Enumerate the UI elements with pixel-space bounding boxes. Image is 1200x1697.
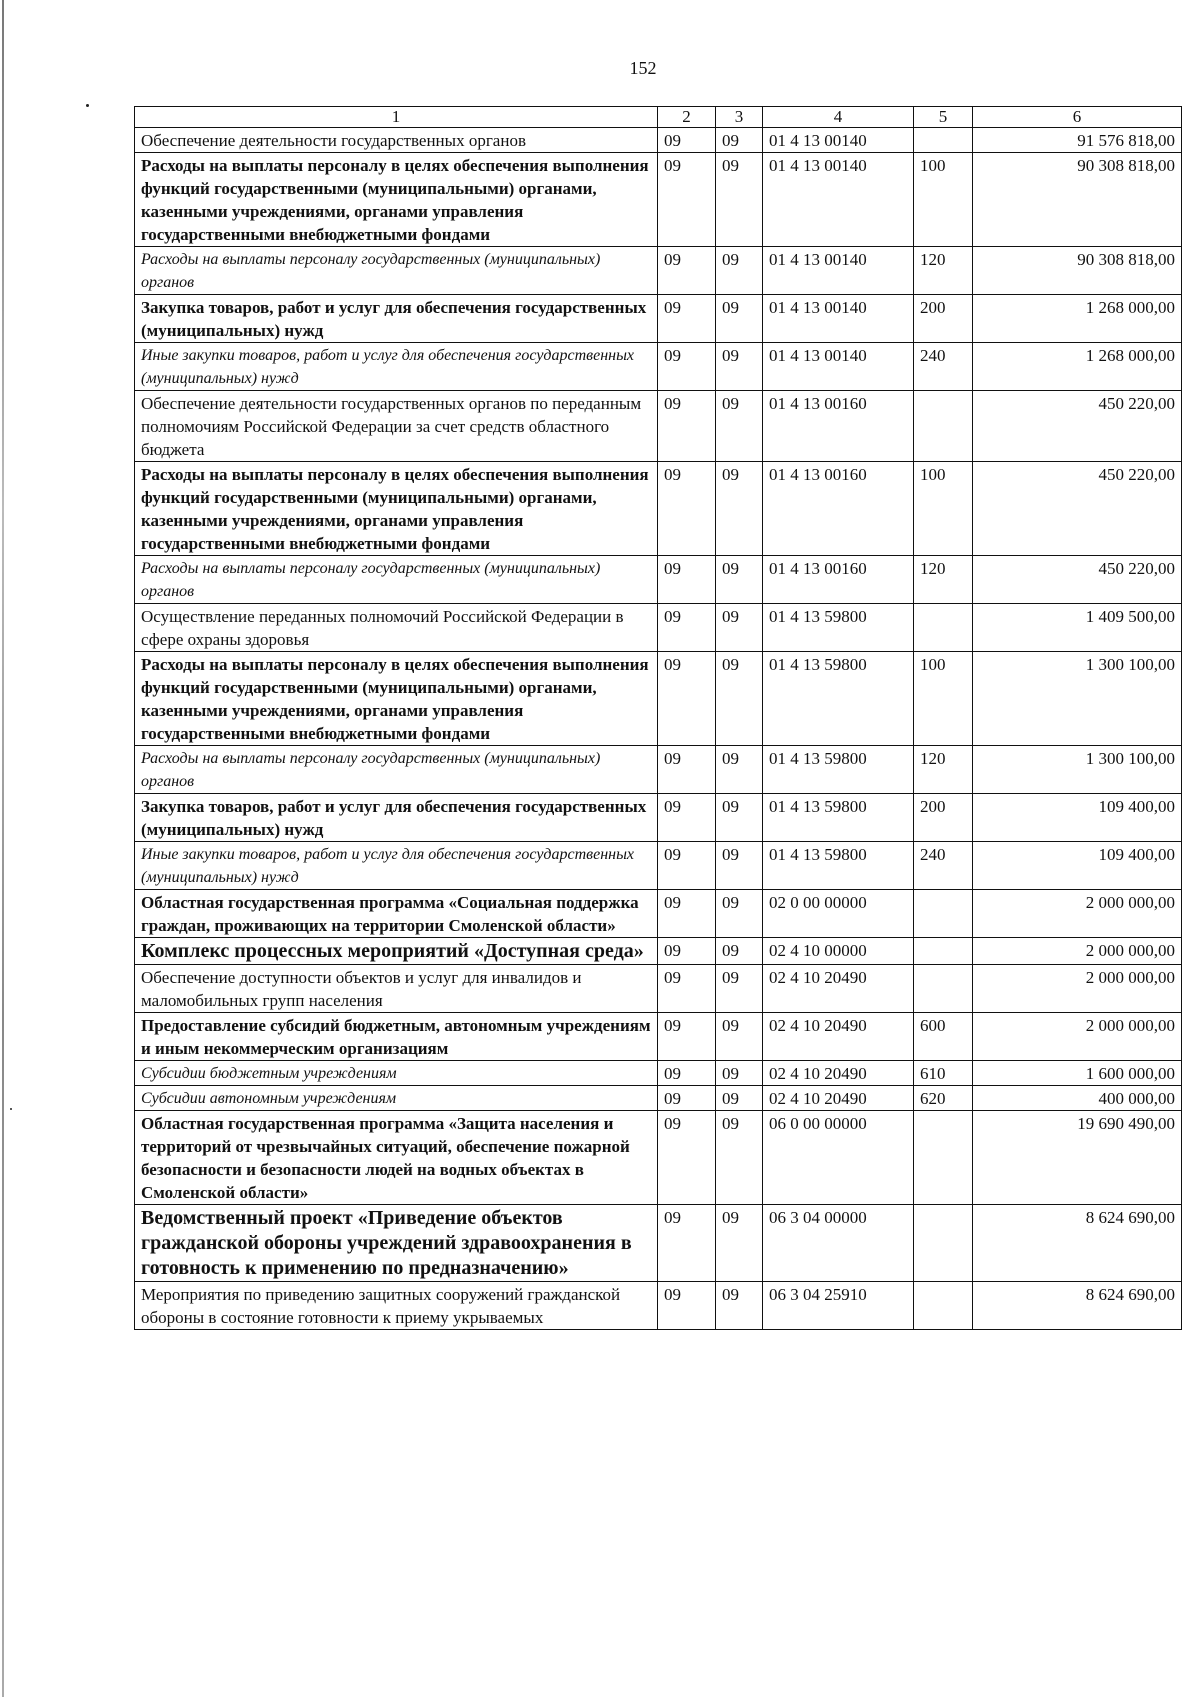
row-target-code-cell: 01 4 13 00140 (763, 153, 914, 247)
scan-edge (2, 0, 4, 1697)
row-section-cell: 09 (658, 794, 716, 842)
row-section-cell: 09 (658, 938, 716, 965)
row-section-cell: 09 (658, 604, 716, 652)
row-expense-type-cell (914, 128, 973, 153)
row-section-cell: 09 (658, 890, 716, 938)
row-section-cell: 09 (658, 1061, 716, 1086)
row-target-code-cell: 02 4 10 00000 (763, 938, 914, 965)
row-expense-type-cell: 610 (914, 1061, 973, 1086)
row-target-code-cell: 01 4 13 00140 (763, 343, 914, 391)
row-expense-type-cell: 100 (914, 652, 973, 746)
row-name-cell: Субсидии бюджетным учреждениям (135, 1061, 658, 1086)
row-section-cell: 09 (658, 652, 716, 746)
row-amount-cell: 2 000 000,00 (973, 965, 1182, 1013)
table-row (135, 128, 1182, 153)
table-row (135, 890, 1182, 938)
row-name-cell: Обеспечение деятельности государственных органов по переданным полномочиям Российской Федерации за счет средств областного бюджета (135, 391, 658, 462)
row-expense-type-cell: 120 (914, 556, 973, 604)
table-row (135, 794, 1182, 842)
row-section-cell: 09 (658, 247, 716, 295)
row-target-code-cell: 01 4 13 59800 (763, 842, 914, 890)
row-amount-cell: 90 308 818,00 (973, 153, 1182, 247)
row-target-code-cell: 01 4 13 59800 (763, 652, 914, 746)
row-expense-type-cell (914, 1111, 973, 1205)
table-row (135, 556, 1182, 604)
row-amount-cell: 1 300 100,00 (973, 746, 1182, 794)
table-row (135, 153, 1182, 247)
row-amount-cell: 450 220,00 (973, 462, 1182, 556)
row-target-code-cell: 02 4 10 20490 (763, 1061, 914, 1086)
row-target-code-cell: 01 4 13 59800 (763, 794, 914, 842)
row-amount-cell: 2 000 000,00 (973, 1013, 1182, 1061)
row-section-cell: 09 (658, 1282, 716, 1330)
row-name-cell: Закупка товаров, работ и услуг для обеспечения государственных (муниципальных) нужд (135, 295, 658, 343)
table-row (135, 1205, 1182, 1282)
row-subsection-cell: 09 (716, 1086, 763, 1111)
row-name-cell: Иные закупки товаров, работ и услуг для обеспечения государственных (муниципальных) нужд (135, 842, 658, 890)
row-amount-cell: 19 690 490,00 (973, 1111, 1182, 1205)
row-name-cell: Обеспечение деятельности государственных органов (135, 128, 658, 153)
column-header-1: 1 (135, 107, 658, 128)
row-subsection-cell: 09 (716, 295, 763, 343)
table-row (135, 1111, 1182, 1205)
row-name-cell: Предоставление субсидий бюджетным, автономным учреждениям и иным некоммерческим организациям (135, 1013, 658, 1061)
row-section-cell: 09 (658, 1086, 716, 1111)
row-name-cell: Расходы на выплаты персоналу государственных (муниципальных) органов (135, 247, 658, 295)
row-amount-cell: 1 600 000,00 (973, 1061, 1182, 1086)
row-target-code-cell: 06 3 04 00000 (763, 1205, 914, 1282)
row-expense-type-cell (914, 1282, 973, 1330)
row-amount-cell: 109 400,00 (973, 794, 1182, 842)
row-section-cell: 09 (658, 462, 716, 556)
row-target-code-cell: 01 4 13 00140 (763, 247, 914, 295)
row-amount-cell: 1 300 100,00 (973, 652, 1182, 746)
table-row (135, 343, 1182, 391)
row-subsection-cell: 09 (716, 842, 763, 890)
row-name-cell: Областная государственная программа «Социальная поддержка граждан, проживающих на территории Смоленской области» (135, 890, 658, 938)
row-subsection-cell: 09 (716, 462, 763, 556)
table-row (135, 746, 1182, 794)
row-name-cell: Обеспечение доступности объектов и услуг для инвалидов и маломобильных групп населения (135, 965, 658, 1013)
row-amount-cell: 2 000 000,00 (973, 938, 1182, 965)
row-subsection-cell: 09 (716, 938, 763, 965)
row-section-cell: 09 (658, 343, 716, 391)
scan-speck (86, 104, 89, 107)
row-amount-cell: 8 624 690,00 (973, 1205, 1182, 1282)
row-amount-cell: 1 268 000,00 (973, 343, 1182, 391)
row-amount-cell: 400 000,00 (973, 1086, 1182, 1111)
budget-table (134, 106, 1182, 1330)
row-target-code-cell: 06 0 00 00000 (763, 1111, 914, 1205)
row-amount-cell: 450 220,00 (973, 391, 1182, 462)
row-subsection-cell: 09 (716, 128, 763, 153)
row-subsection-cell: 09 (716, 1111, 763, 1205)
row-name-cell: Комплекс процессных мероприятий «Доступная среда» (135, 938, 658, 965)
row-amount-cell: 8 624 690,00 (973, 1282, 1182, 1330)
row-expense-type-cell (914, 938, 973, 965)
row-expense-type-cell: 240 (914, 343, 973, 391)
row-name-cell: Расходы на выплаты персоналу в целях обеспечения выполнения функций государственными (муниципальными) органами, казенными учреждениями, органами управления государственными внебюджетными фондами (135, 462, 658, 556)
row-subsection-cell: 09 (716, 391, 763, 462)
row-section-cell: 09 (658, 746, 716, 794)
row-subsection-cell: 09 (716, 746, 763, 794)
row-name-cell: Расходы на выплаты персоналу в целях обеспечения выполнения функций государственными (муниципальными) органами, казенными учреждениями, органами управления государственными внебюджетными фондами (135, 652, 658, 746)
row-name-cell: Закупка товаров, работ и услуг для обеспечения государственных (муниципальных) нужд (135, 794, 658, 842)
table-row (135, 391, 1182, 462)
row-subsection-cell: 09 (716, 343, 763, 391)
row-name-cell: Расходы на выплаты персоналу в целях обеспечения выполнения функций государственными (муниципальными) органами, казенными учреждениями, органами управления государственными внебюджетными фондами (135, 153, 658, 247)
column-header-5: 5 (914, 107, 973, 128)
row-target-code-cell: 01 4 13 59800 (763, 604, 914, 652)
table-row (135, 247, 1182, 295)
row-target-code-cell: 06 3 04 25910 (763, 1282, 914, 1330)
row-target-code-cell: 01 4 13 00140 (763, 128, 914, 153)
row-subsection-cell: 09 (716, 1013, 763, 1061)
table-row (135, 1086, 1182, 1111)
row-amount-cell: 1 268 000,00 (973, 295, 1182, 343)
row-section-cell: 09 (658, 295, 716, 343)
row-amount-cell: 2 000 000,00 (973, 890, 1182, 938)
table-row (135, 842, 1182, 890)
row-section-cell: 09 (658, 965, 716, 1013)
row-name-cell: Областная государственная программа «Защита населения и территорий от чрезвычайных ситуаций, обеспечение пожарной безопасности и безопасности людей на водных объектах в Смоленской области» (135, 1111, 658, 1205)
table-row (135, 1282, 1182, 1330)
row-name-cell: Расходы на выплаты персоналу государственных (муниципальных) органов (135, 746, 658, 794)
column-header-2: 2 (658, 107, 716, 128)
row-target-code-cell: 02 4 10 20490 (763, 965, 914, 1013)
row-section-cell: 09 (658, 153, 716, 247)
row-expense-type-cell: 620 (914, 1086, 973, 1111)
row-expense-type-cell (914, 1205, 973, 1282)
column-header-6: 6 (973, 107, 1182, 128)
row-name-cell: Субсидии автономным учреждениям (135, 1086, 658, 1111)
row-expense-type-cell: 100 (914, 462, 973, 556)
row-expense-type-cell: 600 (914, 1013, 973, 1061)
row-target-code-cell: 01 4 13 00160 (763, 462, 914, 556)
row-subsection-cell: 09 (716, 890, 763, 938)
row-section-cell: 09 (658, 128, 716, 153)
row-amount-cell: 90 308 818,00 (973, 247, 1182, 295)
table-row (135, 295, 1182, 343)
row-subsection-cell: 09 (716, 556, 763, 604)
table-row (135, 1061, 1182, 1086)
row-target-code-cell: 02 4 10 20490 (763, 1086, 914, 1111)
row-target-code-cell: 01 4 13 00160 (763, 391, 914, 462)
table-row (135, 1013, 1182, 1061)
row-name-cell: Расходы на выплаты персоналу государственных (муниципальных) органов (135, 556, 658, 604)
row-name-cell: Мероприятия по приведению защитных сооружений гражданской обороны в состояние готовности к приему укрываемых (135, 1282, 658, 1330)
table-header-row (135, 107, 1182, 128)
row-subsection-cell: 09 (716, 1061, 763, 1086)
row-subsection-cell: 09 (716, 1205, 763, 1282)
row-amount-cell: 1 409 500,00 (973, 604, 1182, 652)
table-row (135, 938, 1182, 965)
row-target-code-cell: 02 0 00 00000 (763, 890, 914, 938)
row-subsection-cell: 09 (716, 1282, 763, 1330)
row-section-cell: 09 (658, 556, 716, 604)
row-section-cell: 09 (658, 391, 716, 462)
row-target-code-cell: 01 4 13 59800 (763, 746, 914, 794)
row-subsection-cell: 09 (716, 965, 763, 1013)
row-subsection-cell: 09 (716, 652, 763, 746)
row-expense-type-cell: 240 (914, 842, 973, 890)
table-row (135, 652, 1182, 746)
row-expense-type-cell: 120 (914, 247, 973, 295)
column-header-3: 3 (716, 107, 763, 128)
row-expense-type-cell (914, 965, 973, 1013)
row-expense-type-cell: 200 (914, 295, 973, 343)
table-row (135, 604, 1182, 652)
row-subsection-cell: 09 (716, 604, 763, 652)
row-amount-cell: 91 576 818,00 (973, 128, 1182, 153)
row-subsection-cell: 09 (716, 247, 763, 295)
row-expense-type-cell: 100 (914, 153, 973, 247)
row-amount-cell: 450 220,00 (973, 556, 1182, 604)
row-expense-type-cell (914, 604, 973, 652)
row-subsection-cell: 09 (716, 153, 763, 247)
row-subsection-cell: 09 (716, 794, 763, 842)
row-expense-type-cell: 200 (914, 794, 973, 842)
scan-speck (10, 1108, 12, 1110)
page-number: 152 (629, 58, 657, 78)
row-name-cell: Иные закупки товаров, работ и услуг для обеспечения государственных (муниципальных) нужд (135, 343, 658, 391)
row-target-code-cell: 01 4 13 00140 (763, 295, 914, 343)
row-expense-type-cell (914, 391, 973, 462)
row-section-cell: 09 (658, 1205, 716, 1282)
row-name-cell: Осуществление переданных полномочий Российской Федерации в сфере охраны здоровья (135, 604, 658, 652)
row-amount-cell: 109 400,00 (973, 842, 1182, 890)
row-expense-type-cell: 120 (914, 746, 973, 794)
table-row (135, 462, 1182, 556)
row-expense-type-cell (914, 890, 973, 938)
row-section-cell: 09 (658, 1111, 716, 1205)
row-section-cell: 09 (658, 1013, 716, 1061)
table-row (135, 965, 1182, 1013)
column-header-4: 4 (763, 107, 914, 128)
row-name-cell: Ведомственный проект «Приведение объектов гражданской обороны учреждений здравоохранения в готовность к применению по предназначению» (135, 1205, 658, 1282)
row-section-cell: 09 (658, 842, 716, 890)
row-target-code-cell: 01 4 13 00160 (763, 556, 914, 604)
row-target-code-cell: 02 4 10 20490 (763, 1013, 914, 1061)
